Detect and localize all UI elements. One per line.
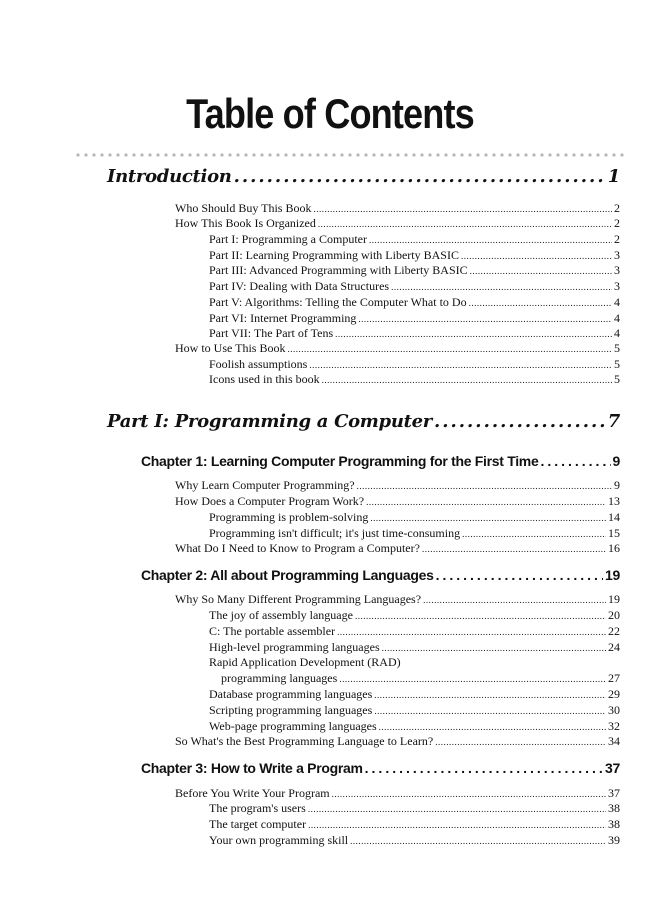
entry-title: Part VI: Internet Programming <box>209 311 357 325</box>
dot-leader <box>391 279 612 294</box>
toc-entry <box>175 541 620 556</box>
toc-entry <box>209 295 620 310</box>
entry-title: How Does a Computer Program Work? <box>175 494 365 508</box>
dot-leader <box>308 801 606 816</box>
entry-page-number: 19 <box>605 567 620 583</box>
toc-entry <box>209 311 620 326</box>
entry-title: The joy of assembly language <box>209 608 353 622</box>
toc-entry <box>209 801 620 816</box>
entry-title: Rapid Application Development (RAD) <box>209 655 401 669</box>
entry-page-number: 5 <box>614 372 620 386</box>
dot-leader <box>332 786 606 801</box>
entry-title: Foolish assumptions <box>209 357 308 371</box>
entry-page-number: 15 <box>608 526 620 540</box>
entry-title: How to Use This Book <box>175 341 286 355</box>
entry-page-number: 4 <box>614 295 620 309</box>
entry-title: Chapter 2: All about Programming Languages <box>141 567 434 583</box>
toc-entry <box>209 357 620 372</box>
toc-entry <box>175 201 620 216</box>
entry-title: Icons used in this book <box>209 372 320 386</box>
entry-page-number: 13 <box>608 494 620 508</box>
entry-page-number: 37 <box>605 760 620 776</box>
dotted-divider <box>74 152 626 158</box>
dot-leader <box>370 510 606 525</box>
toc-entry <box>175 786 620 801</box>
entry-page-number: 5 <box>614 341 620 355</box>
dot-leader <box>382 640 606 655</box>
entry-title: Scripting programming languages <box>209 703 373 717</box>
entry-page-number: 4 <box>614 311 620 325</box>
toc-entry <box>209 279 620 294</box>
entry-page-number: 20 <box>608 608 620 622</box>
dot-leader <box>313 201 612 216</box>
dot-leader <box>365 760 603 776</box>
entry-title: Part IV: Dealing with Data Structures <box>209 279 390 293</box>
dot-leader <box>462 526 606 541</box>
entry-title: The target computer <box>209 817 307 831</box>
toc-entry <box>221 671 620 686</box>
entry-page-number: 5 <box>614 357 620 371</box>
entry-title: Your own programming skill <box>209 833 349 847</box>
dot-leader <box>366 494 606 509</box>
toc-entry <box>175 592 620 607</box>
dot-leader <box>379 719 606 734</box>
entry-title: Part II: Learning Programming with Liberty BASIC <box>209 248 459 262</box>
entry-page-number: 3 <box>614 263 620 277</box>
entry-page-number: 39 <box>608 833 620 847</box>
toc-entry <box>209 263 620 278</box>
entry-title: The program's users <box>209 801 306 815</box>
entry-title: Programming is problem-solving <box>209 510 369 524</box>
dot-leader <box>234 166 606 187</box>
toc-entry <box>209 833 620 848</box>
toc-entry <box>209 817 620 832</box>
toc-entry <box>175 341 620 356</box>
toc-entry <box>175 478 620 493</box>
dot-leader <box>369 232 612 247</box>
entry-title: Before You Write Your Program <box>175 786 330 800</box>
entry-title: Part I: Programming a Computer <box>107 411 432 432</box>
dot-leader <box>339 671 606 686</box>
toc-entry <box>209 687 620 702</box>
dot-leader <box>337 624 606 639</box>
toc-entry <box>209 640 620 655</box>
entry-page-number: 2 <box>614 232 620 246</box>
entry-page-number: 3 <box>614 248 620 262</box>
entry-page-number: 14 <box>608 510 620 524</box>
dot-leader <box>461 248 612 263</box>
dot-leader <box>358 311 612 326</box>
entry-title: Web-page programming languages <box>209 719 377 733</box>
toc-chapter-entry <box>141 567 620 585</box>
entry-title: Chapter 1: Learning Computer Programming for the First Time <box>141 453 539 469</box>
dot-leader <box>434 411 606 432</box>
entry-title: Part VII: The Part of Tens <box>209 326 334 340</box>
dot-leader <box>422 541 606 556</box>
entry-title: So What's the Best Programming Language to Learn? <box>175 734 434 748</box>
dot-leader <box>357 478 612 493</box>
dot-leader <box>322 372 612 387</box>
dot-leader <box>350 833 606 848</box>
dot-leader <box>318 216 612 231</box>
entry-title: Why So Many Different Programming Languages? <box>175 592 422 606</box>
entry-page-number: 38 <box>608 801 620 815</box>
entry-page-number: 24 <box>608 640 620 654</box>
entry-title: Database programming languages <box>209 687 373 701</box>
toc-entry <box>209 655 620 670</box>
entry-title: programming languages <box>221 671 338 685</box>
dot-leader <box>436 567 603 583</box>
toc-major-entry <box>107 166 620 190</box>
dot-leader <box>435 734 606 749</box>
page-title: Table of Contents <box>186 90 474 137</box>
entry-title: Part V: Algorithms: Telling the Computer What to Do <box>209 295 467 309</box>
entry-page-number: 7 <box>607 411 620 432</box>
entry-title: Introduction <box>107 166 232 187</box>
toc-entry <box>209 326 620 341</box>
toc-entry <box>209 248 620 263</box>
entry-page-number: 16 <box>608 541 620 555</box>
toc-entry <box>209 232 620 247</box>
entry-title: Why Learn Computer Programming? <box>175 478 355 492</box>
entry-title: Programming isn't difficult; it's just time-consuming <box>209 526 461 540</box>
dot-leader <box>469 295 612 310</box>
dot-leader <box>423 592 606 607</box>
entry-title: Part III: Advanced Programming with Liberty BASIC <box>209 263 468 277</box>
entry-page-number: 2 <box>614 201 620 215</box>
toc-entry <box>175 216 620 231</box>
entry-page-number: 27 <box>608 671 620 685</box>
toc-entry <box>209 608 620 623</box>
toc-entry <box>175 494 620 509</box>
toc-entry <box>209 703 620 718</box>
dot-leader <box>335 326 612 341</box>
entry-page-number: 22 <box>608 624 620 638</box>
toc-chapter-entry <box>141 453 620 471</box>
entry-title: C: The portable assembler <box>209 624 336 638</box>
toc-entry <box>209 624 620 639</box>
toc-entry <box>209 372 620 387</box>
entry-page-number: 3 <box>614 279 620 293</box>
entry-title: High-level programming languages <box>209 640 380 654</box>
entry-title: Chapter 3: How to Write a Program <box>141 760 363 776</box>
entry-page-number: 38 <box>608 817 620 831</box>
entry-title: Part I: Programming a Computer <box>209 232 367 246</box>
entry-page-number: 9 <box>614 478 620 492</box>
entry-page-number: 37 <box>608 786 620 800</box>
dot-leader <box>308 817 606 832</box>
toc-entry <box>209 526 620 541</box>
entry-page-number: 2 <box>614 216 620 230</box>
toc-entry <box>175 734 620 749</box>
dot-leader <box>309 357 612 372</box>
dot-leader <box>374 703 606 718</box>
toc-chapter-entry <box>141 760 620 778</box>
entry-page-number: 29 <box>608 687 620 701</box>
toc-major-entry <box>107 411 620 435</box>
entry-page-number: 1 <box>607 166 620 187</box>
entry-page-number: 4 <box>614 326 620 340</box>
entry-page-number: 32 <box>608 719 620 733</box>
entry-page-number: 34 <box>608 734 620 748</box>
toc-entry <box>209 510 620 525</box>
entry-title: Who Should Buy This Book <box>175 201 312 215</box>
dot-leader <box>470 263 612 278</box>
entry-title: What Do I Need to Know to Program a Computer? <box>175 541 420 555</box>
dot-leader <box>540 453 610 469</box>
entry-title: How This Book Is Organized <box>175 216 316 230</box>
entry-page-number: 19 <box>608 592 620 606</box>
dot-leader <box>374 687 606 702</box>
dot-leader <box>355 608 606 623</box>
entry-page-number: 30 <box>608 703 620 717</box>
toc-entry <box>209 719 620 734</box>
entry-page-number: 9 <box>612 453 620 469</box>
dot-leader <box>287 341 612 356</box>
